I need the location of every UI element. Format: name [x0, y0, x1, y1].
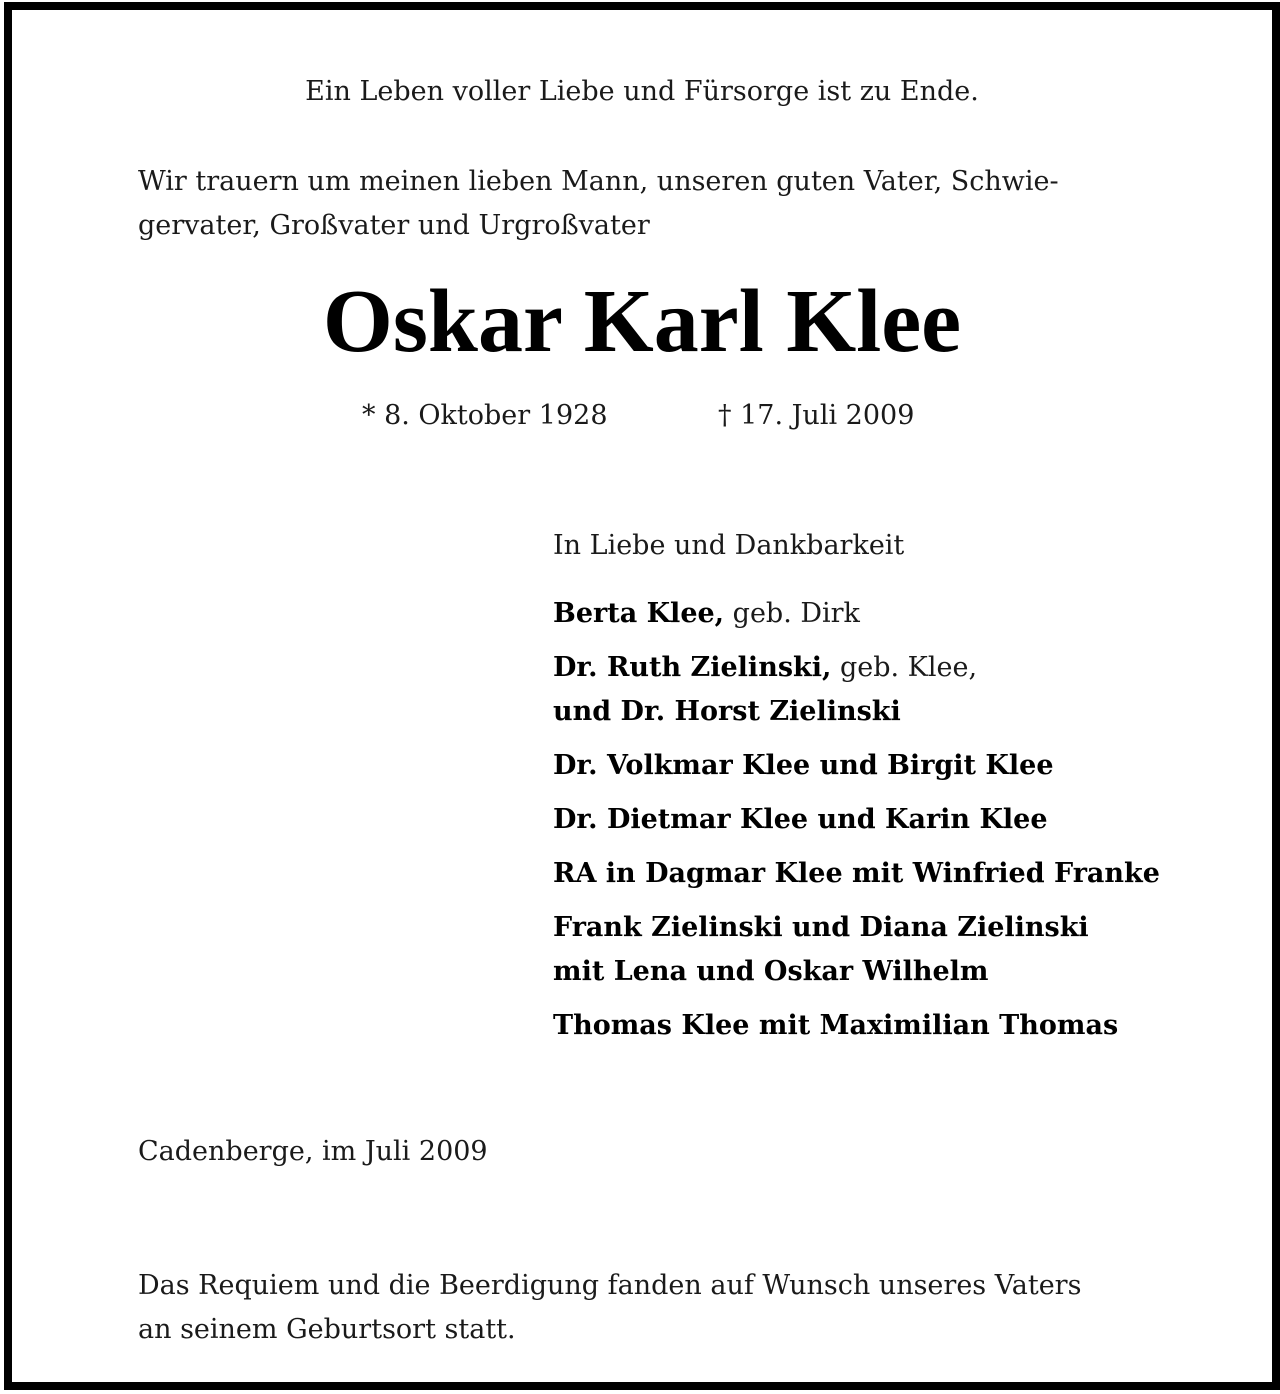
obituary-frame	[4, 2, 1280, 1390]
family-signatures	[553, 528, 1233, 1058]
family-lead: In Liebe und Dankbarkeit	[553, 530, 905, 561]
family-entry-name: Dr. Volkmar Klee und Birgit Klee	[553, 750, 1054, 781]
intro-text: Ein Leben voller Liebe und Fürsorge ist zu Ende.	[305, 76, 979, 107]
death-date: † 17. Juli 2009	[718, 400, 915, 431]
family-entry-name: Frank Zielinski und Diana Zielinski	[553, 912, 1089, 943]
family-entry-suffix: geb. Klee,	[831, 652, 978, 683]
family-entry	[553, 592, 1233, 636]
requiem-line: an seinem Geburtsort statt.	[138, 1314, 516, 1345]
family-entry-name: Thomas Klee mit Maximilian Thomas	[553, 1010, 1119, 1041]
place-date: Cadenberge, im Juli 2009	[138, 1136, 488, 1167]
family-entry	[553, 852, 1233, 896]
family-entry-name: Berta Klee,	[553, 598, 725, 629]
family-entry	[553, 1004, 1233, 1048]
requiem-note	[138, 1264, 1178, 1352]
family-entry-name: Dr. Ruth Zielinski,	[553, 652, 832, 683]
family-entry	[553, 646, 1233, 734]
birth-date: * 8. Oktober 1928	[362, 400, 608, 431]
mourning-line: gervater, Großvater und Urgroßvater	[138, 210, 650, 241]
mourning-text	[138, 160, 1178, 248]
family-entry-name: RA in Dagmar Klee mit Winfried Franke	[553, 858, 1160, 889]
mourning-line: Wir trauern um meinen lieben Mann, unseren guten Vater, Schwie-	[138, 166, 1059, 197]
family-entry-line2: und Dr. Horst Zielinski	[553, 696, 901, 727]
family-entry-name: Dr. Dietmar Klee und Karin Klee	[553, 804, 1048, 835]
family-entry	[553, 744, 1233, 788]
family-entry	[553, 798, 1233, 842]
family-entry-line2: mit Lena und Oskar Wilhelm	[553, 956, 989, 987]
family-entry	[553, 906, 1233, 994]
requiem-line: Das Requiem und die Beerdigung fanden auf Wunsch unseres Vaters	[138, 1270, 1082, 1301]
deceased-name: Oskar Karl Klee	[322, 272, 962, 371]
family-entry-suffix: geb. Dirk	[724, 598, 860, 629]
